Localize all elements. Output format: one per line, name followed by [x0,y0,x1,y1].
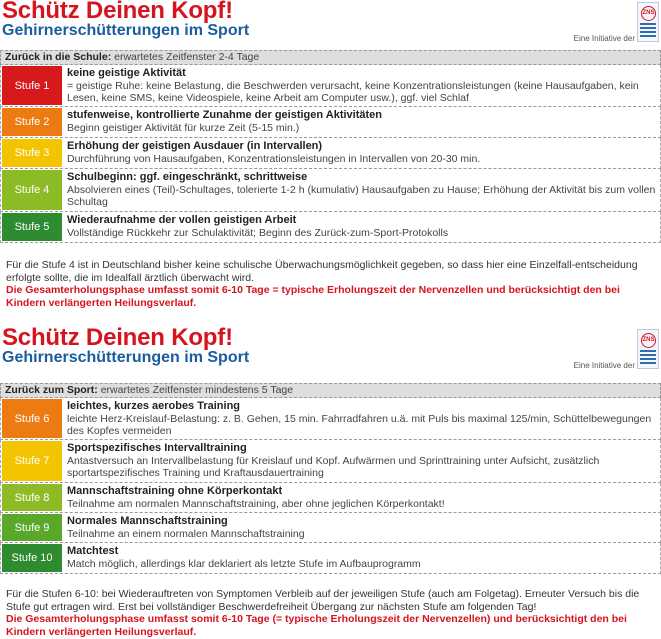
stage-title: Matchtest [67,545,119,557]
stage-description: Vollständige Rückkehr zur Schulaktivität; Beginn des Zurück-zum-Sport-Protokolls [67,226,449,239]
stage-title: Wiederaufnahme der vollen geistigen Arbeit [67,214,297,226]
panel-title: Schütz Deinen Kopf! [2,0,233,24]
stage-description: Absolvieren eines (Teil)-Schultages, tolerierte 1-2 h (kumulativ) Hausaufgaben zu Hause; Erhöhung der Aktivität bis zum vollen Schultag [67,183,656,208]
stage-description: = geistige Ruhe: keine Belastung, die Beschwerden verursacht, keine Konzentrationsleistungen (keine Hausaufgaben, kein Lesen, keine SMS, keine Videospiele, keine Arbeit am Computer usw.), ggf. viel Schlaf [67,79,639,104]
stage-label: Stufe 2 [2,108,62,136]
stage-description: leichte Herz-Kreislauf-Belastung: z. B. Gehen, 15 min. Fahrradfahren u.ä. mit Puls bis maximal 125/min, Schüttelbewegungen des Kopfes vermeiden [67,412,652,437]
stage-row [0,212,661,243]
stage-row [0,398,661,440]
zns-logo [637,329,659,369]
table-header: Zurück in die Schule: erwartetes Zeitfenster 2-4 Tage [0,50,661,65]
stage-row [0,440,661,483]
stage-label: Stufe 6 [2,399,62,438]
stage-description: Durchführung von Hausaufgaben, Konzentrationsleistungen in Intervallen von 20-30 min. [67,152,481,165]
stage-description: Antastversuch an Intervallbelastung für Kreislauf und Kopf. Aufwärmen und Sprinttraining unter Aufsicht, zusätzlich sportartspezifisches Training und Kraftausdauertraining [67,454,600,479]
stages-table [0,383,661,574]
stage-row [0,543,661,574]
stage-description: Beginn geistiger Aktivität für kurze Zeit (5-15 min.) [67,121,300,134]
stage-row [0,65,661,107]
initiative-label: Eine Initiative der [573,34,635,43]
stage-title: stufenweise, kontrollierte Zunahme der geistigen Aktivitäten [67,109,382,121]
initiative-label: Eine Initiative der [573,361,635,370]
stage-label: Stufe 10 [2,544,62,572]
stage-label: Stufe 9 [2,514,62,541]
stage-note: Für die Stufe 4 ist in Deutschland bisher keine schulische Überwachungsmöglichkeit gegeben, so dass hier eine Einzelfall-entscheidung erfolgte sollte, die im Idealfall ärztlich überwacht wird. [6,259,638,284]
stage-label: Stufe 1 [2,66,62,105]
panel-title: Schütz Deinen Kopf! [2,324,233,351]
stage-description: Teilnahme am normalen Mannschaftstraining, aber ohne jeglichen Körperkontakt! [67,497,445,510]
stage-note: Für die Stufen 6-10: bei Wiederauftreten von Symptomen Verbleib auf der jeweiligen Stufe (auch am Folgetag). Erneuter Versuch bis die Stufe gut ertragen wird. Erst bei vollständiger Beschwerdefreiheit Übergang zur nächsten Stufe am folgenden Tag! [6,588,640,613]
stage-row [0,138,661,169]
recovery-note: Die Gesamterholungsphase umfasst somit 6-10 Tage (= typische Erholungszeit der Nervenzellen) und berücksichtigt den bei Kindern verlängerten Heilungsverlauf. [6,613,627,638]
stage-title: leichtes, kurzes aerobes Training [67,400,241,412]
stage-label: Stufe 5 [2,213,62,241]
stage-label: Stufe 3 [2,139,62,167]
stage-description: Match möglich, allerdings klar deklariert als letzte Stufe im Aufbauprogramm [67,557,421,570]
stage-title: Sportspezifisches Intervalltraining [67,442,247,454]
stage-title: keine geistige Aktivität [67,67,186,79]
stage-row [0,483,661,513]
stage-description: Teilnahme an einem normalen Mannschaftstraining [67,527,305,540]
stage-row [0,169,661,212]
stage-title: Mannschaftstraining ohne Körperkontakt [67,485,283,497]
stage-title: Erhöhung der geistigen Ausdauer (in Intervallen) [67,140,323,152]
panel-subtitle: Gehirnerschütterungen im Sport [2,22,250,39]
zns-logo-icon: ZNS [641,333,656,348]
stage-title: Normales Mannschaftstraining [67,515,228,527]
stage-label: Stufe 8 [2,484,62,511]
panel-subtitle: Gehirnerschütterungen im Sport [2,349,250,366]
stage-title: Schulbeginn: ggf. eingeschränkt, schrittweise [67,171,308,183]
table-header: Zurück zum Sport: erwartetes Zeitfenster mindestens 5 Tage [0,383,661,398]
stage-row [0,107,661,138]
stage-row [0,513,661,543]
zns-logo-icon: ZNS [641,6,656,21]
zns-logo [637,2,659,42]
stages-table [0,50,661,243]
stage-label: Stufe 4 [2,170,62,210]
recovery-note: Die Gesamterholungsphase umfasst somit 6-10 Tage = typische Erholungszeit der Nervenzellen und berücksichtigt den bei Kindern verlängerten Heilungsverlauf. [6,284,620,309]
stage-label: Stufe 7 [2,441,62,481]
